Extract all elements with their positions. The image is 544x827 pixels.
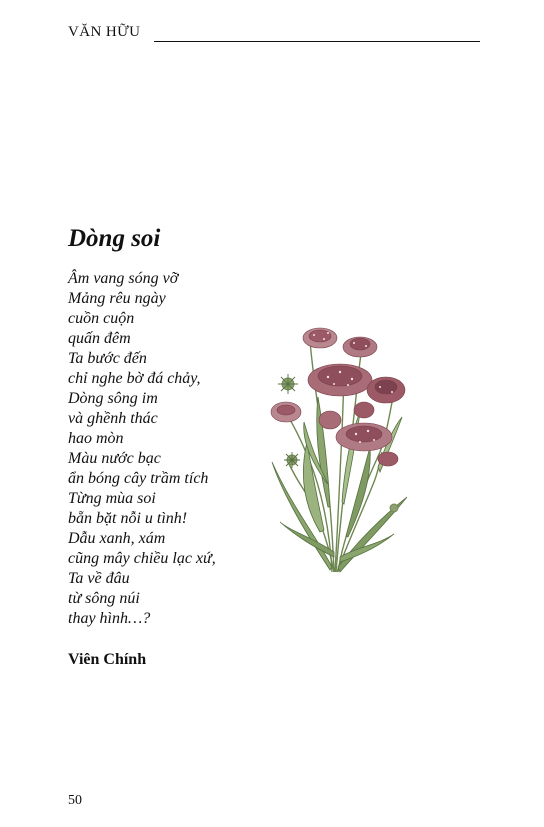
running-header <box>68 22 480 42</box>
poem-line: Màu nước bạc <box>68 450 161 467</box>
poem-line: Từng mùa soi <box>68 490 156 507</box>
poem-line: cuồn cuộn <box>68 310 135 327</box>
poem-line: bẵn bặt nỗi u tình! <box>68 510 188 527</box>
flower-heads <box>271 328 405 466</box>
poem-line: ẩn bóng cây trầm tích <box>68 470 209 487</box>
poem-line: từ sông núi <box>68 590 140 607</box>
poem-line: cũng mây chiều lạc xứ, <box>68 550 216 567</box>
header-title: VĂN HỮU <box>68 24 141 40</box>
poem-line: quấn đêm <box>68 330 131 347</box>
poem-line: Âm vang sóng vỡ <box>68 270 179 287</box>
wildflower-bouquet-illustration <box>262 322 412 577</box>
poem-line: thay hình…? <box>68 610 151 627</box>
poem-line: Dẫu xanh, xám <box>68 530 166 547</box>
poem-line: chỉ nghe bờ đá chảy, <box>68 370 201 387</box>
page-number: 50 <box>68 793 82 808</box>
poem-line: Ta về đâu <box>68 570 130 587</box>
poem-line: Dòng sông im <box>68 390 158 407</box>
poem-line: Ta bước đến <box>68 350 147 367</box>
header-rule <box>154 41 480 42</box>
poem-line: và ghềnh thác <box>68 410 158 427</box>
poem-line: Mảng rêu ngày <box>68 290 166 307</box>
poem-title: Dòng soi <box>68 225 161 252</box>
poem-line: hao mòn <box>68 430 124 447</box>
poem-author: Viên Chính <box>68 651 147 668</box>
poem-body <box>68 269 216 629</box>
